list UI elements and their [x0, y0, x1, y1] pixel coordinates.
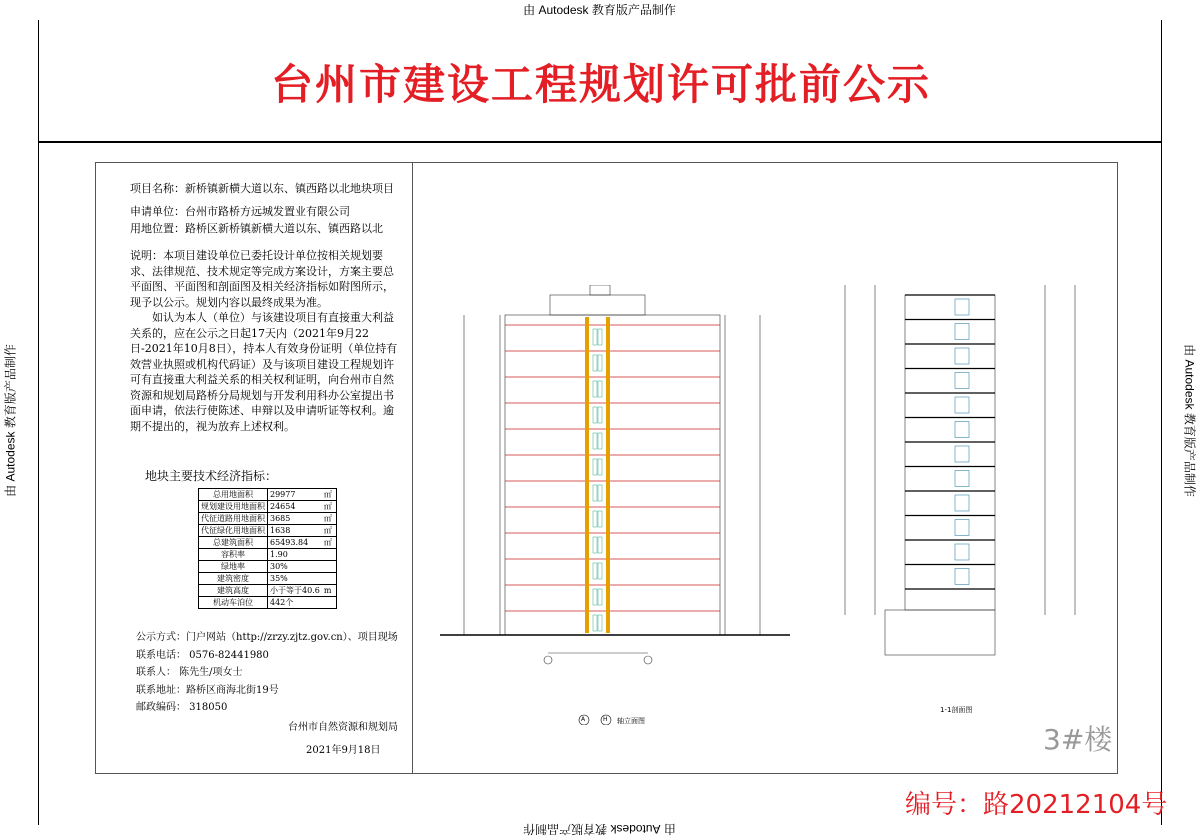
indicator-value: 65493.84 [268, 537, 322, 549]
indicator-unit [322, 549, 337, 561]
watermark-right: 由 Autodesk 教育版产品制作 [1182, 344, 1197, 497]
indicator-value: 30% [268, 561, 322, 573]
indicator-row [199, 501, 337, 513]
indicator-unit: ㎡ [322, 501, 337, 513]
watermark-bottom: 由 Autodesk 教育版产品制作 [523, 822, 676, 836]
indicator-unit: m [322, 585, 337, 597]
indicator-unit [322, 573, 337, 585]
indicator-label: 建筑高度 [199, 585, 268, 597]
project-name: 项目名称：新桥镇新横大道以东、镇西路以北地块项目 [130, 182, 394, 195]
page-title: 台州市建设工程规划许可批前公示 [270, 60, 931, 109]
contact-phone: 联系电话： 0576-82441980 [136, 650, 269, 661]
elevation-drawing [430, 285, 800, 725]
panel-divider [412, 162, 413, 774]
sign-date: 2021年9月18日 [306, 745, 381, 756]
indicator-label: 总用地面积 [199, 489, 268, 501]
indicator-label: 代征道路用地面积 [199, 513, 268, 525]
description-para-1: 说明：本项目建设单位已委托设计单位按相关规划要求、法律规范、技术规定等完成方案设计，方案主要总平面图、平面图和剖面图及相关经济指标如附图所示，现予以公示。规划内容以最终成果为准。 [130, 249, 394, 309]
indicator-row [199, 525, 337, 537]
indicator-label: 机动车泊位 [199, 597, 268, 609]
indicator-value: 29977 [268, 489, 322, 501]
indicator-table [198, 488, 337, 609]
project-applicant: 申请单位：台州市路桥方远城发置业有限公司 [130, 205, 350, 218]
indicator-value: 35% [268, 573, 322, 585]
indicator-value: 3685 [268, 513, 322, 525]
contact-postcode: 邮政编码： 318050 [136, 702, 228, 713]
axis-start-label: A [581, 716, 586, 723]
indicator-row [199, 537, 337, 549]
document-code: 编号：路20212104号 [905, 790, 1168, 820]
indicator-row [199, 597, 337, 609]
building-note: 3#楼 [1043, 723, 1113, 756]
indicator-value: 1.90 [268, 549, 322, 561]
indicator-row [199, 489, 337, 501]
indicator-unit: ㎡ [322, 489, 337, 501]
indicator-label: 建筑密度 [199, 573, 268, 585]
section-caption: 1-1剖面图 [940, 706, 973, 714]
description [130, 248, 402, 434]
title-box [38, 20, 1162, 142]
indicator-unit [322, 597, 337, 609]
indicator-value: 1638 [268, 525, 322, 537]
indicator-value: 小于等于40.6 [268, 585, 322, 597]
indicator-label: 代征绿化用地面积 [199, 525, 268, 537]
indicator-row [199, 585, 337, 597]
indicator-row [199, 513, 337, 525]
axis-end-label: H [603, 716, 608, 723]
watermark-top: 由 Autodesk 教育版产品制作 [523, 3, 676, 17]
indicator-value: 442个 [268, 597, 322, 609]
sign-org: 台州市自然资源和规划局 [288, 722, 398, 733]
section-drawing [815, 275, 1105, 665]
indicator-row [199, 573, 337, 585]
indicator-label: 容积率 [199, 549, 268, 561]
indicator-unit: ㎡ [322, 513, 337, 525]
contact-address: 联系地址：路桥区商海北街19号 [136, 685, 279, 696]
watermark-left: 由 Autodesk 教育版产品制作 [3, 344, 18, 497]
indicator-row [199, 561, 337, 573]
indicator-label: 总建筑面积 [199, 537, 268, 549]
indicator-label: 规划建设用地面积 [199, 501, 268, 513]
indicator-unit: ㎡ [322, 525, 337, 537]
contact-person: 联系人： 陈先生/项女士 [136, 667, 243, 678]
indicator-unit [322, 561, 337, 573]
indicator-row [199, 549, 337, 561]
indicator-unit: ㎡ [322, 537, 337, 549]
project-location: 用地位置：路桥区新桥镇新横大道以东、镇西路以北 [130, 222, 383, 235]
contact-method: 公示方式：门户网站（http://zrzy.zjtz.gov.cn）、项目现场 [136, 632, 398, 643]
indicator-label: 绿地率 [199, 561, 268, 573]
indicator-value: 24654 [268, 501, 322, 513]
description-para-2: 如认为本人（单位）与该建设项目有直接重大利益关系的，应在公示之日起17天内（2021年9月22日-2021年10月8日），持本人有效身份证明（单位持有效营业执照或机构代码证）及与该项目建设工程规划许可有直接重大利益关系的相关权利证明，向台州市自然资源和规划局路桥分局规划与开发利用科办公室提出书面申请，依法行使陈述、申辩以及申请听证等权利。逾期不提出的，视为放弃上述权利。 [130, 311, 398, 433]
elevation-caption: 轴立面图 [617, 717, 645, 725]
indicator-title: 地块主要技术经济指标： [145, 469, 278, 483]
